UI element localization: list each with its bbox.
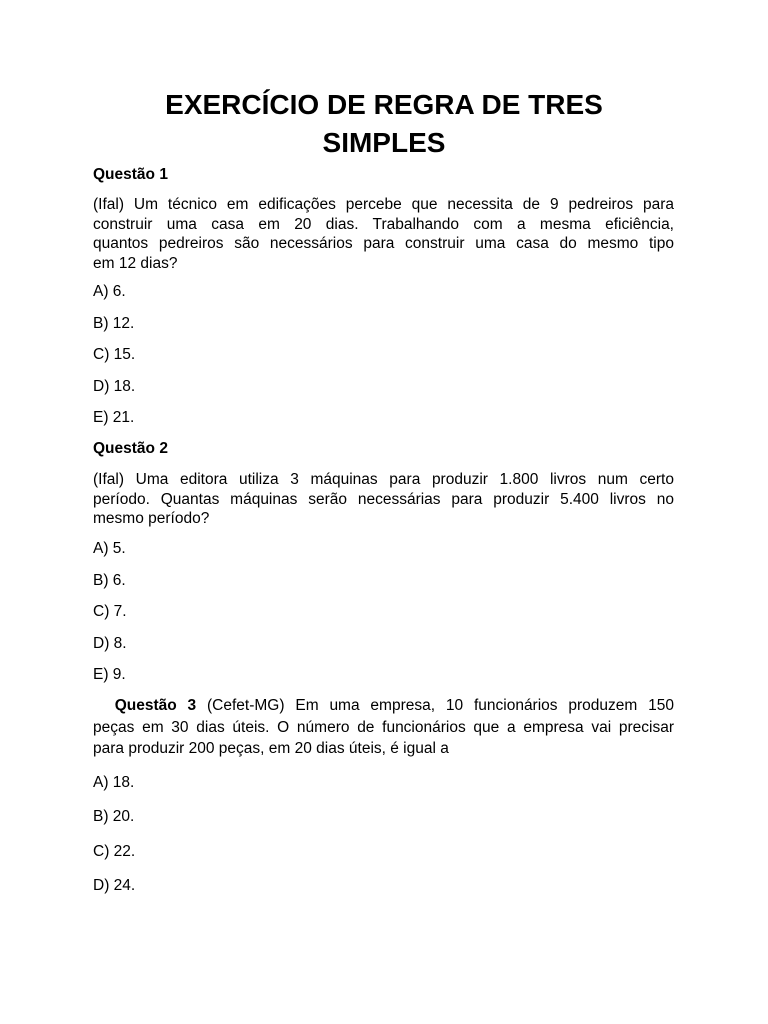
question-1-option-c: C) 15. [93,346,136,363]
document-title [0,86,768,162]
question-3-line [93,695,674,717]
title-line-2: SIMPLES [322,127,446,158]
question-1-heading: Questão 1 [93,166,168,183]
question-2-line: (Ifal) Uma editora utiliza 3 máquinas para produzir 1.800 livros num certo [93,471,674,488]
question-3-option-c: C) 22. [93,843,136,860]
question-3-heading: Questão 3 [114,697,197,714]
question-2-text [93,470,674,529]
question-1-option-d: D) 18. [93,378,136,395]
question-1-line: em 12 dias? [93,254,178,272]
question-3-line: peças em 30 dias úteis. O número de funcionários que a empresa vai precisar [93,718,674,736]
question-3-option-a: A) 18. [93,774,135,791]
title-line-1: EXERCÍCIO DE REGRA DE TRES [165,89,603,120]
question-1-line: (Ifal) Um técnico em edificações percebe que necessita de 9 pedreiros para [93,196,674,213]
question-2-option-a: A) 5. [93,540,126,557]
question-1-option-a: A) 6. [93,283,126,300]
question-1-option-b: B) 12. [93,315,135,332]
question-2-option-e: E) 9. [93,666,126,683]
question-3-text [93,695,674,760]
question-3-line: para produzir 200 peças, em 20 dias úteis, é igual a [93,740,449,757]
question-2-option-d: D) 8. [93,635,127,652]
question-2-option-b: B) 6. [93,572,126,589]
question-3-option-b: B) 20. [93,808,135,825]
question-1-line: construir uma casa em 20 dias. Trabalhando com a mesma eficiência, [93,215,674,233]
question-2-line: período. Quantas máquinas serão necessárias para produzir 5.400 livros no [93,490,674,508]
question-1-option-e: E) 21. [93,409,135,426]
question-2-heading: Questão 2 [93,440,168,457]
question-3-line-1-rest: (Cefet-MG) Em uma empresa, 10 funcionários produzem 150 [207,697,674,714]
question-1-text [93,195,674,273]
question-1-line: quantos pedreiros são necessários para construir uma casa do mesmo tipo [93,235,674,252]
question-3-option-d: D) 24. [93,877,136,894]
question-2-line: mesmo período? [93,510,210,527]
question-2-option-c: C) 7. [93,603,127,620]
